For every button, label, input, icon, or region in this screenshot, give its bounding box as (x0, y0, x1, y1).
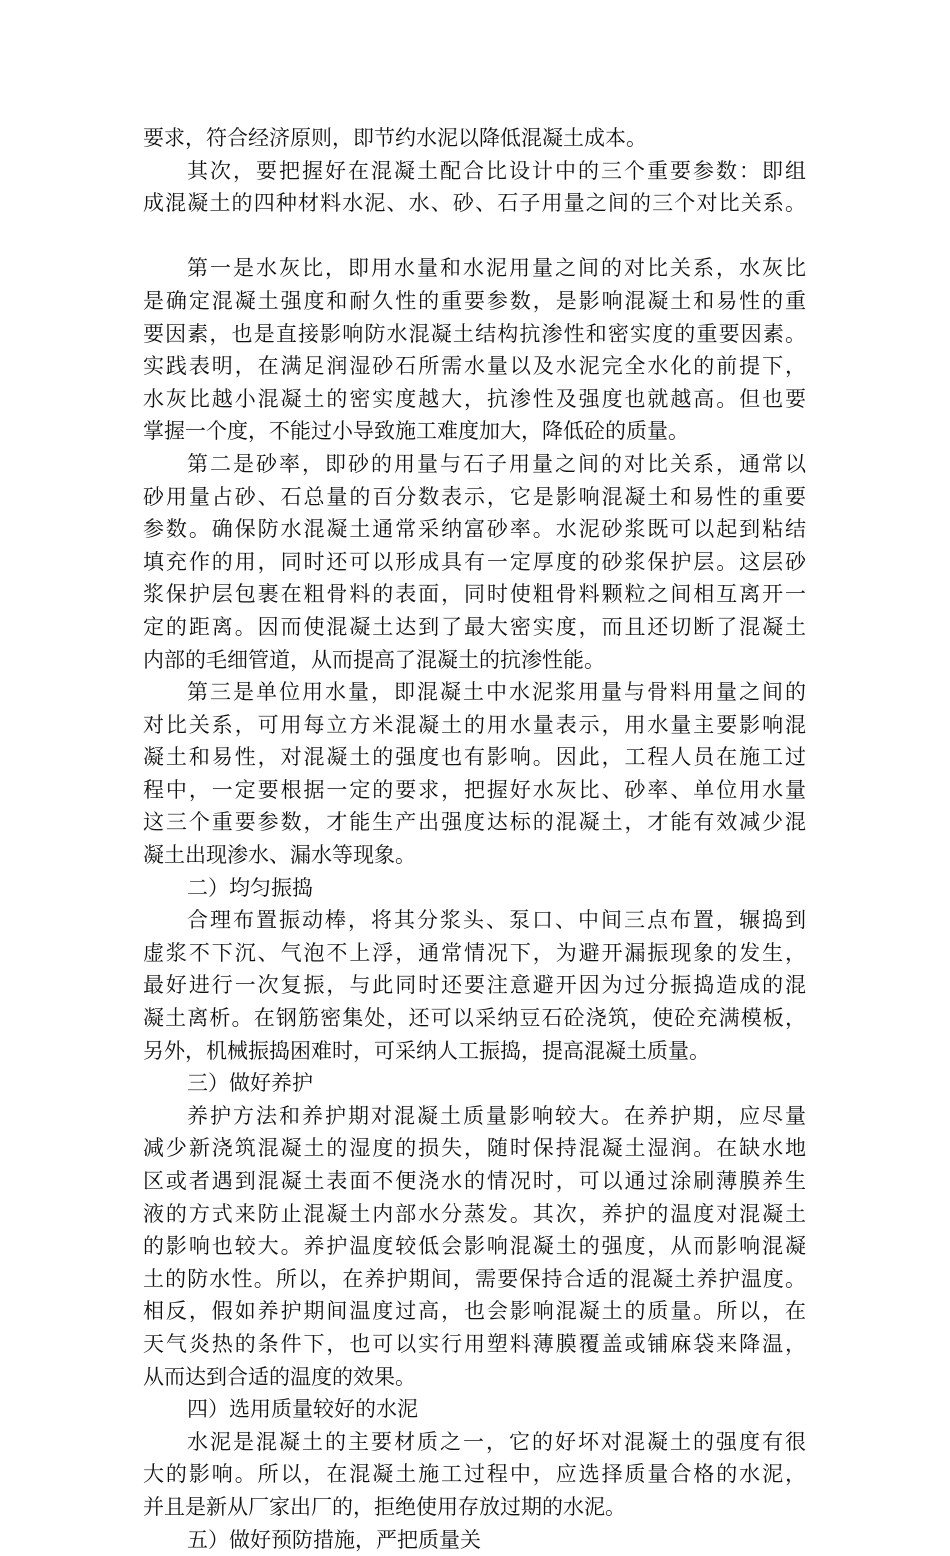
text-line: 凝土出现渗水、漏水等现象。 (143, 843, 416, 868)
blank-line (143, 220, 806, 253)
text-line: 的影响也较大。养护温度较低会影响混凝土的强度，从而影响混凝 (143, 1234, 806, 1259)
text-line: 并且是新从厂家出厂的，拒绝使用存放过期的水泥。 (143, 1494, 626, 1519)
text-line: 土的防水性。所以，在养护期间，需要保持合适的混凝土养护温度。 (143, 1266, 806, 1291)
text-line: 另外，机械振捣困难时，可采纳人工振捣，提高混凝土质量。 (143, 1038, 710, 1063)
text-line: 三）做好养护 (187, 1071, 313, 1096)
text-line: 其次，要把握好在混凝土配合比设计中的三个重要参数：即组 (187, 158, 806, 183)
text-line: 相反，假如养护期间温度过高，也会影响混凝土的质量。所以，在 (143, 1299, 806, 1324)
text-line: 虚浆不下沉、气泡不上浮，通常情况下，为避开漏振现象的发生， (143, 940, 806, 965)
text-line: 内部的毛细管道，从而提高了混凝土的抗渗性能。 (143, 647, 605, 672)
text-line: 大的影响。所以，在混凝土施工过程中，应选择质量合格的水泥， (143, 1462, 806, 1487)
text-line: 液的方式来防止混凝土内部水分蒸发。其次，养护的温度对混凝土 (143, 1201, 806, 1226)
text-line: 浆保护层包裹在粗骨料的表面，同时使粗骨料颗粒之间相互离开一 (143, 582, 806, 607)
text-line: 填充作的用，同时还可以形成具有一定厚度的砂浆保护层。这层砂 (143, 549, 806, 574)
text-line: 是确定混凝土强度和耐久性的重要参数，是影响混凝土和易性的重 (143, 288, 806, 313)
text-line: 要因素，也是直接影响防水混凝土结构抗渗性和密实度的重要因素。 (143, 321, 806, 346)
text-line: 水泥是混凝土的主要材质之一，它的好坏对混凝土的强度有很 (187, 1429, 806, 1454)
body-text (143, 122, 806, 1556)
text-line: 区或者遇到混凝土表面不便浇水的情况时，可以通过涂刷薄膜养生 (143, 1169, 806, 1193)
text-line: 二）均匀振捣 (187, 875, 313, 900)
text-line: 第二是砂率，即砂的用量与石子用量之间的对比关系，通常以 (187, 451, 806, 476)
text-line: 水灰比越小混凝土的密实度越大，抗渗性及强度也就越高。但也要 (143, 386, 806, 411)
text-line: 五）做好预防措施，严把质量关 (187, 1527, 481, 1552)
text-line: 参数。确保防水混凝土通常采纳富砂率。水泥砂浆既可以起到粘结 (143, 517, 806, 542)
text-line: 从而达到合适的温度的效果。 (143, 1364, 416, 1389)
text-line: 第一是水灰比，即用水量和水泥用量之间的对比关系，水灰比 (187, 256, 806, 281)
text-line: 凝土和易性，对混凝土的强度也有影响。因此，工程人员在施工过 (143, 745, 806, 770)
text-line: 实践表明，在满足润湿砂石所需水量以及水泥完全水化的前提下， (143, 354, 806, 379)
text-line: 对比关系，可用每立方米混凝土的用水量表示，用水量主要影响混 (143, 712, 806, 737)
text-line: 最好进行一次复振，与此同时还要注意避开因为过分振捣造成的混 (143, 973, 806, 998)
text-line: 第三是单位用水量，即混凝土中水泥浆用量与骨料用量之间的 (187, 680, 806, 705)
text-line: 养护方法和养护期对混凝土质量影响较大。在养护期，应尽量 (187, 1103, 806, 1128)
text-line: 要求，符合经济原则，即节约水泥以降低混凝土成本。 (143, 126, 647, 150)
text-line: 凝土离析。在钢筋密集处，还可以采纳豆石砼浇筑，使砼充满模板， (143, 1006, 806, 1031)
text-line: 这三个重要参数，才能生产出强度达标的混凝土，才能有效减少混 (143, 810, 806, 835)
text-line: 掌握一个度，不能过小导致施工难度加大，降低砼的质量。 (143, 419, 689, 444)
text-line: 四）选用质量较好的水泥 (187, 1397, 418, 1422)
text-line: 程中，一定要根据一定的要求，把握好水灰比、砂率、单位用水量 (143, 777, 806, 802)
text-line: 定的距离。因而使混凝土达到了最大密实度，而且还切断了混凝土 (143, 614, 806, 639)
text-line: 天气炎热的条件下，也可以实行用塑料薄膜覆盖或铺麻袋来降温， (143, 1331, 806, 1356)
text-line: 减少新浇筑混凝土的湿度的损失，随时保持混凝土湿润。在缺水地 (143, 1136, 806, 1161)
text-line: 合理布置振动棒，将其分浆头、泵口、中间三点布置，辗捣到 (187, 908, 806, 933)
text-line: 砂用量占砂、石总量的百分数表示，它是影响混凝土和易性的重要 (143, 484, 806, 509)
text-line: 成混凝土的四种材料水泥、水、砂、石子用量之间的三个对比关系。 (143, 191, 806, 216)
